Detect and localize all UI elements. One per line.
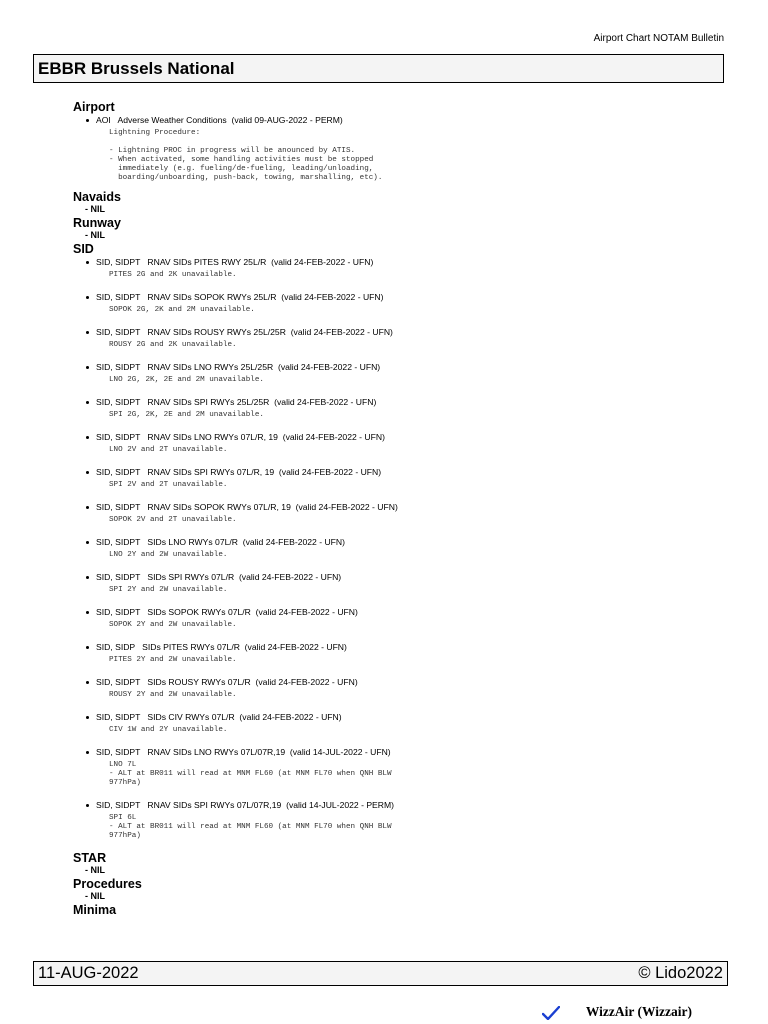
notam-item [73, 676, 713, 700]
notam-item-text: PITES 2G and 2K unavailable. [109, 271, 237, 279]
notam-item-heading: SID, SIDPT RNAV SIDs LNO RWYs 07L/R, 19 (valid 24-FEB-2022 - UFN) [96, 432, 385, 442]
notam-item-text: Lightning Procedure: - Lightning PROC in progress will be anounced by ATIS. - When activated, some handling activities must be stopped immediately (e.g. fueling/de-fueling, leading/unloading, boarding/unboarding, push-back, towing, marshalling, etc). [109, 129, 383, 182]
footer-bar [33, 961, 728, 986]
notam-item-heading: SID, SIDPT RNAV SIDs SOPOK RWYs 07L/R, 19 (valid 24-FEB-2022 - UFN) [96, 502, 398, 512]
notam-item-heading: SID, SIDPT SIDs CIV RWYs 07L/R (valid 24-FEB-2022 - UFN) [96, 712, 342, 722]
notam-item [73, 291, 713, 315]
notam-item [73, 746, 713, 788]
section-heading-navaids: Navaids [73, 190, 121, 204]
notam-item-text: SOPOK 2G, 2K and 2M unavailable. [109, 306, 255, 314]
notam-item-text: SPI 2V and 2T unavailable. [109, 481, 228, 489]
notam-item-heading: SID, SIDPT RNAV SIDs SPI RWYs 07L/07R,19 (valid 14-JUL-2022 - PERM) [96, 800, 395, 810]
notam-item [73, 256, 713, 280]
section-heading-sid: SID [73, 242, 94, 256]
notam-item [73, 641, 713, 665]
notam-item-text: LNO 7L - ALT at BR011 will read at MNM FL60 (at MNM FL70 when QNH BLW 977hPa) [109, 761, 392, 787]
notam-item [73, 114, 713, 183]
section-heading-airport: Airport [73, 100, 115, 114]
notam-item-heading: SID, SIDPT SIDs SPI RWYs 07L/R (valid 24-FEB-2022 - UFN) [96, 572, 342, 582]
airport-items [73, 114, 713, 183]
notam-item-text: SPI 6L - ALT at BR011 will read at MNM FL60 (at MNM FL70 when QNH BLW 977hPa) [109, 814, 392, 840]
notam-item-text: SPI 2G, 2K, 2E and 2M unavailable. [109, 411, 264, 419]
document-type-label: Airport Chart NOTAM Bulletin [593, 33, 724, 44]
notam-item-heading: SID, SIDPT RNAV SIDs LNO RWYs 07L/07R,19 (valid 14-JUL-2022 - UFN) [96, 747, 391, 757]
notam-item [73, 711, 713, 735]
notam-item [73, 606, 713, 630]
notam-item [73, 536, 713, 560]
notam-item-text: LNO 2V and 2T unavailable. [109, 446, 228, 454]
notam-item-text: SOPOK 2Y and 2W unavailable. [109, 621, 237, 629]
notam-item-heading: SID, SIDPT RNAV SIDs ROUSY RWYs 25L/25R (valid 24-FEB-2022 - UFN) [96, 327, 393, 337]
title-bar [33, 54, 724, 83]
notam-item [73, 571, 713, 595]
section-heading-minima: Minima [73, 903, 117, 917]
notam-item-text: SOPOK 2V and 2T unavailable. [109, 516, 237, 524]
notam-item [73, 799, 713, 841]
section-heading-runway: Runway [73, 216, 121, 230]
page-title: EBBR Brussels National [38, 59, 235, 78]
notam-item-heading: SID, SIDPT RNAV SIDs SPI RWYs 25L/25R (valid 24-FEB-2022 - UFN) [96, 397, 377, 407]
procedures-nil: - NIL [85, 891, 105, 901]
star-nil: - NIL [85, 865, 105, 875]
notam-item-text: SPI 2Y and 2W unavailable. [109, 586, 228, 594]
copyright-label: © Lido2022 [638, 964, 723, 982]
notam-item [73, 466, 713, 490]
navaids-nil: - NIL [85, 204, 105, 214]
operator-brand: WizzAir (Wizzair) [585, 1004, 692, 1019]
notam-item [73, 431, 713, 455]
notam-item-heading: SID, SIDPT RNAV SIDs PITES RWY 25L/R (valid 24-FEB-2022 - UFN) [96, 257, 374, 267]
notam-item-heading: SID, SIDPT RNAV SIDs LNO RWYs 25L/25R (valid 24-FEB-2022 - UFN) [96, 362, 381, 372]
bulletin-date: 11-AUG-2022 [38, 964, 139, 982]
notam-item-heading: SID, SIDPT SIDs SOPOK RWYs 07L/R (valid 24-FEB-2022 - UFN) [96, 607, 358, 617]
notam-item-heading: SID, SIDPT SIDs ROUSY RWYs 07L/R (valid 24-FEB-2022 - UFN) [96, 677, 358, 687]
notam-item-heading: SID, SIDPT RNAV SIDs SPI RWYs 07L/R, 19 (valid 24-FEB-2022 - UFN) [96, 467, 382, 477]
notam-item-heading: SID, SIDP SIDs PITES RWYs 07L/R (valid 24-FEB-2022 - UFN) [96, 642, 347, 652]
notam-content [73, 100, 713, 917]
notam-item-text: PITES 2Y and 2W unavailable. [109, 656, 237, 664]
section-heading-procedures: Procedures [73, 877, 142, 891]
section-heading-star: STAR [73, 851, 107, 865]
notam-item-heading: AOI Adverse Weather Conditions (valid 09-AUG-2022 - PERM) [96, 115, 343, 125]
sid-items [73, 256, 713, 841]
checkmark-icon [542, 1006, 560, 1020]
notam-item-text: CIV 1W and 2Y unavailable. [109, 726, 228, 734]
notam-item-text: LNO 2G, 2K, 2E and 2M unavailable. [109, 376, 264, 384]
notam-item-text: ROUSY 2Y and 2W unavailable. [109, 691, 237, 699]
notam-item [73, 361, 713, 385]
notam-item [73, 501, 713, 525]
notam-item-text: LNO 2Y and 2W unavailable. [109, 551, 228, 559]
notam-item-heading: SID, SIDPT RNAV SIDs SOPOK RWYs 25L/R (valid 24-FEB-2022 - UFN) [96, 292, 384, 302]
runway-nil: - NIL [85, 230, 105, 240]
notam-item [73, 396, 713, 420]
notam-item-text: ROUSY 2G and 2K unavailable. [109, 341, 237, 349]
notam-item-heading: SID, SIDPT SIDs LNO RWYs 07L/R (valid 24-FEB-2022 - UFN) [96, 537, 345, 547]
notam-item [73, 326, 713, 350]
